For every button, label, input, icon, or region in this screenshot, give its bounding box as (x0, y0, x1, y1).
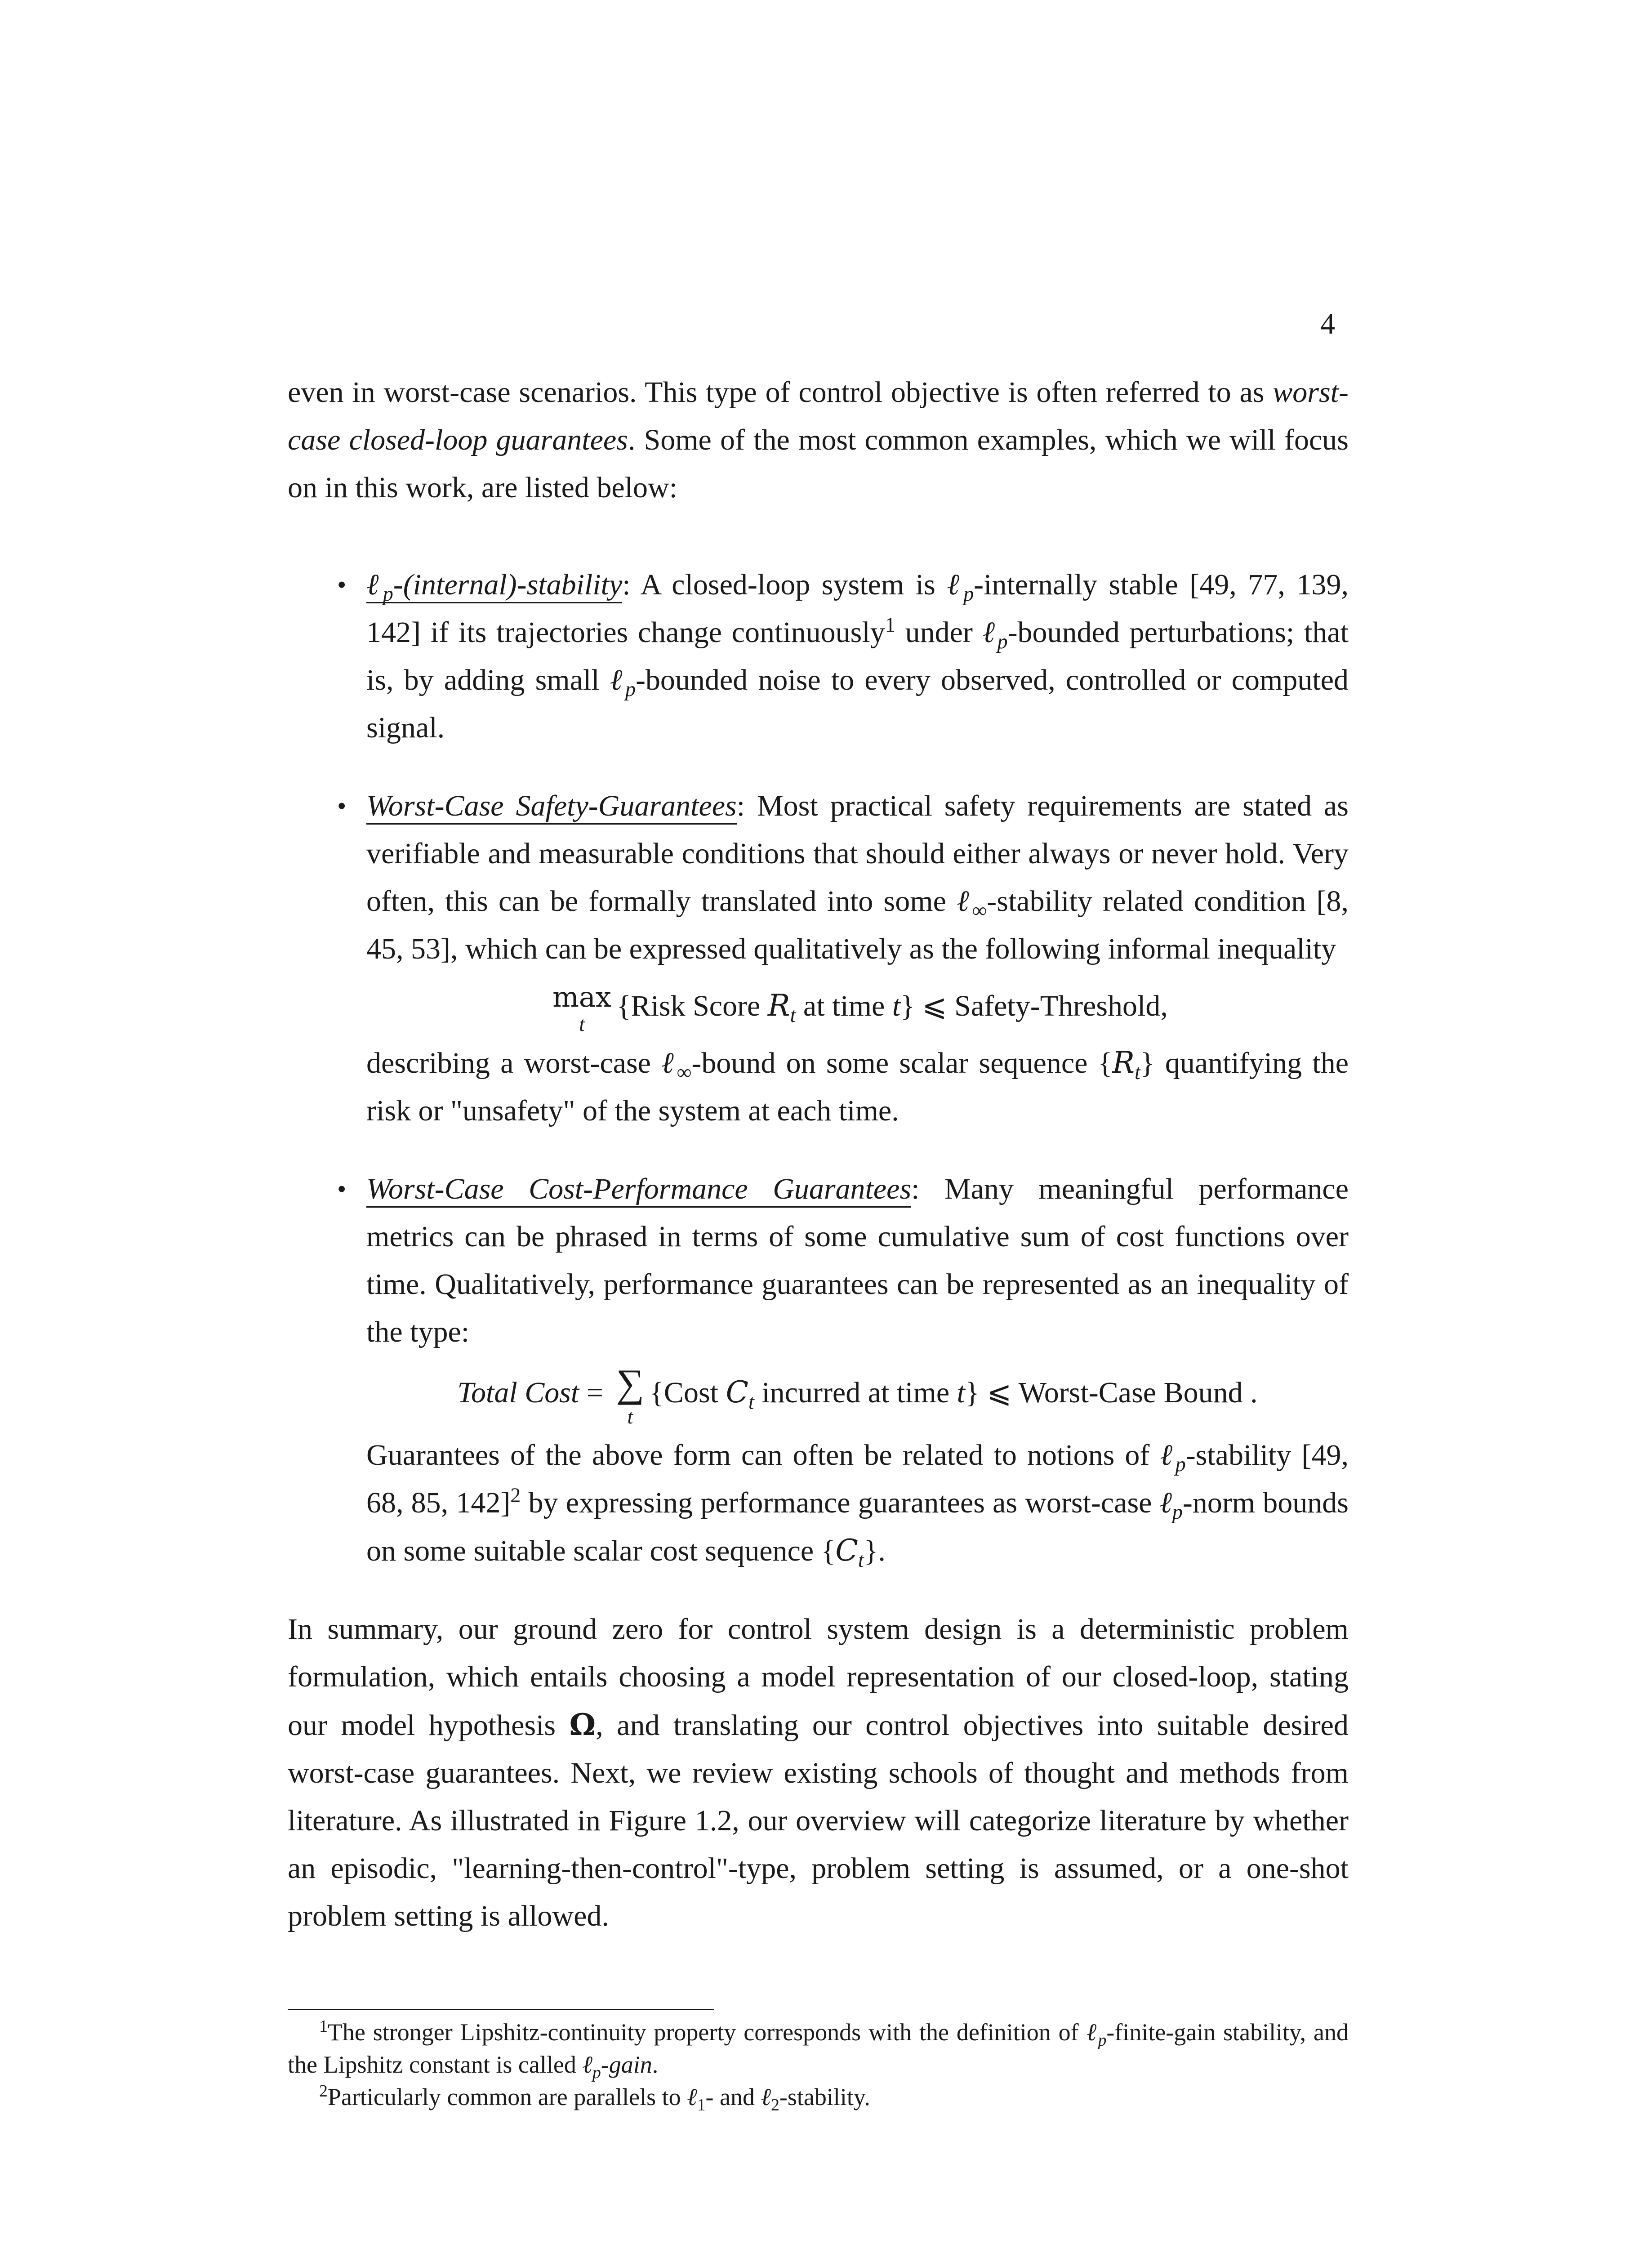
list-item-cost-guarantees: • Worst-Case Cost-Performance Guarantees: Many meaningful performance metrics can be phrased in terms of some cumulative sum of cost functions over time. Qualitatively, performance guarantees can be represented as an inequality of the type: Total Cost = ∑ t {Cost $C_t$ incurred at time t} ⩽ Worst-Case Bound . Guarantees of the above form can often be related to notions of ℓ$_p$-stability [49, 68, 85, 142]$^2$ by expressing performance guarantees as worst-case ℓ$_p$-norm bounds on some suitable scalar cost sequence $\{C_t\}$. (366, 1165, 1349, 1575)
safety-equation: max t {Risk Score $R_t$ at time t} ⩽ Safety-Threshold, (552, 980, 1168, 1035)
page-number: 4 (1320, 308, 1335, 340)
safety-description: describing a worst-case ℓ$_\infty$-bound on some scalar sequence $\{R_t\}$ quantifying the risk or "unsafety" of the system at each time. (366, 1045, 1349, 1127)
footnote-2: $^2$Particularly common are parallels to ℓ$_1$- and ℓ$_2$-stability. (319, 2082, 870, 2114)
max-operator: max t (552, 980, 611, 1035)
list-item-safety-guarantees: • Worst-Case Safety-Guarantees: Most practical safety requirements are stated as verifiable and measurable conditions that should either always or never hold. Very often, this can be formally translated into some ℓ$_\infty$-stability related condition [8, 45, 53], which can be expressed qualitatively as the following informal inequality max t {Risk Score $R_t$ at time t} ⩽ Safety-Threshold, describing a worst-case ℓ$_\infty$-bound on some scalar sequence $\{R_t\}$ quantifying the risk or "unsafety" of the system at each time. (366, 782, 1349, 1135)
cost-equation: Total Cost = ∑ t {Cost $C_t$ incurred at time t} ⩽ Worst-Case Bound . (457, 1361, 1258, 1428)
guarantee-list (288, 561, 1349, 1575)
footnote-ref-2: 2 (510, 1483, 521, 1507)
footnote-ref-1: 1 (885, 613, 895, 636)
item-title-safety: Worst-Case Safety-Guarantees (366, 789, 737, 825)
intro-paragraph (288, 369, 1349, 512)
intro-term: worst-case closed-loop guarantees (288, 376, 1349, 456)
omega-symbol: Ω (569, 1707, 596, 1742)
intro-text: even in worst-case scenarios. This type of control objective is often referred to as (288, 376, 1273, 409)
bullet-icon: • (337, 1174, 347, 1204)
summary-paragraph: In summary, our ground zero for control system design is a deterministic problem formulation, which entails choosing a model representation of our closed-loop, stating our model hypothesis Ω, and translating our control objectives into suitable desired worst-case guarantees. Next, we review existing schools of thought and methods from literature. As illustrated in Figure 1.2, our overview will categorize literature by whether an episodic, "learning-then-control"-type, problem setting is assumed, or a one-shot problem setting is allowed. (288, 1612, 1349, 1932)
cost-description: Guarantees of the above form can often be related to notions of ℓ$_p$-stability [49, 68, 85, 142]$^2$ by expressing performance guarantees as worst-case ℓ$_p$-norm bounds on some suitable scalar cost sequence $\{C_t\}$. (366, 1438, 1349, 1572)
sum-operator: ∑ t (616, 1361, 645, 1428)
list-item-lp-stability: • ℓ$_p$-(internal)-stability: A closed-loop system is ℓ$_p$-internally stable [49, 77, 139, 142] if its trajectories change continuously$^1$ under ℓ$_p$-bounded perturbations; that is, by adding small ℓ$_p$-bounded noise to every observed, controlled or computed signal. (366, 561, 1349, 752)
intro-text-end: . Some of the most common examples, which we will focus on in this work, are listed below: (288, 424, 1349, 504)
bullet-icon: • (337, 791, 347, 821)
footnote-divider (288, 2009, 714, 2010)
item-title-cost: Worst-Case Cost-Performance Guarantees (366, 1173, 911, 1208)
footnote-1: $^1$The stronger Lipshitz-continuity property corresponds with the definition of ℓ$_p$-finite-gain stability, and the Lipshitz constant is called ℓ$_p$-gain. (288, 2017, 1349, 2082)
footnotes (288, 2016, 1349, 2113)
item-title-lp-stability: ℓ$_p$-(internal)-stability (366, 568, 623, 606)
bullet-icon: • (337, 570, 347, 599)
main-text (288, 369, 1349, 1940)
